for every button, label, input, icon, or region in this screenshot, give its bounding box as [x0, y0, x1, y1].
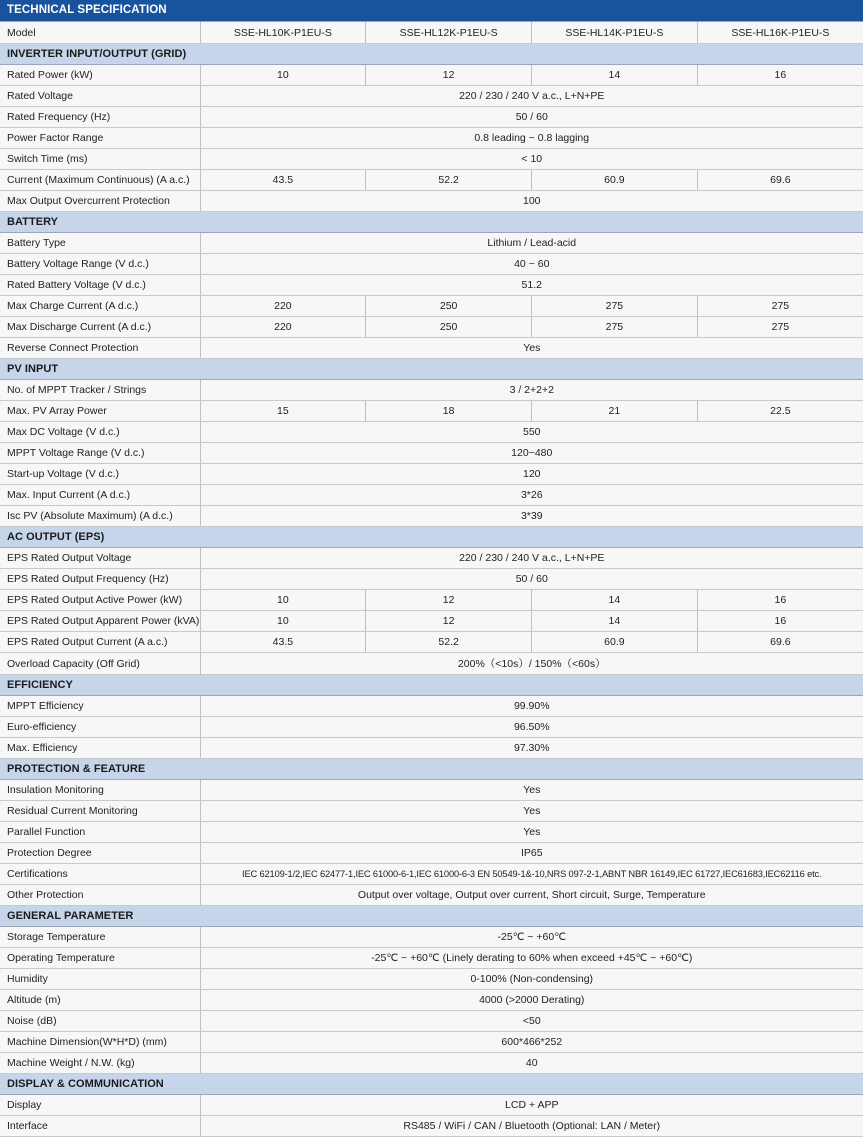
table-row — [0, 254, 863, 275]
spec-value: 40 — [200, 1053, 863, 1074]
table-row — [0, 1011, 863, 1032]
table-row — [0, 296, 863, 317]
table-row — [0, 338, 863, 359]
table-row — [0, 380, 863, 401]
table-row — [0, 485, 863, 506]
spec-label: Humidity — [0, 969, 200, 990]
table-row — [0, 1095, 863, 1116]
spec-value: 120~480 — [200, 443, 863, 464]
spec-value: 275 — [697, 317, 863, 338]
table-row — [0, 401, 863, 422]
spec-value: <50 — [200, 1011, 863, 1032]
model-name-cell: SSE-HL16K-P1EU-S — [697, 22, 863, 44]
spec-value: 52.2 — [366, 170, 532, 191]
table-row — [0, 801, 863, 822]
section-header-label: EFFICIENCY — [0, 675, 863, 696]
section-header-row — [0, 359, 863, 380]
spec-value: 52.2 — [366, 632, 532, 653]
page-title: TECHNICAL SPECIFICATION — [0, 0, 863, 22]
spec-value: LCD + APP — [200, 1095, 863, 1116]
table-row — [0, 1116, 863, 1137]
table-row — [0, 464, 863, 485]
spec-value: IEC 62109-1/2,IEC 62477-1,IEC 61000-6-1,IEC 61000-6-3 EN 50549-1&-10,NRS 097-2-1,ABNT NBR 16149,IEC 61727,IEC61683,IEC62116 etc. — [200, 864, 863, 885]
spec-label: EPS Rated Output Voltage — [0, 548, 200, 569]
spec-value: Yes — [200, 780, 863, 801]
spec-label: Operating Temperature — [0, 948, 200, 969]
section-header-row — [0, 906, 863, 927]
spec-label: Rated Power (kW) — [0, 65, 200, 86]
spec-value: Yes — [200, 338, 863, 359]
spec-value: 0-100% (Non-condensing) — [200, 969, 863, 990]
table-row — [0, 170, 863, 191]
spec-label: Storage Temperature — [0, 927, 200, 948]
section-header-row — [0, 527, 863, 548]
section-header-row — [0, 759, 863, 780]
spec-label: EPS Rated Output Frequency (Hz) — [0, 569, 200, 590]
spec-value: 69.6 — [697, 170, 863, 191]
table-row — [0, 275, 863, 296]
spec-value: 275 — [532, 317, 698, 338]
spec-value: 220 — [200, 296, 366, 317]
table-row — [0, 611, 863, 632]
table-row — [0, 569, 863, 590]
table-row — [0, 149, 863, 170]
table-row — [0, 843, 863, 864]
spec-value: 69.6 — [697, 632, 863, 653]
table-title-row — [0, 0, 863, 22]
table-row — [0, 107, 863, 128]
spec-value: Yes — [200, 822, 863, 843]
table-row — [0, 990, 863, 1011]
spec-value: 250 — [366, 296, 532, 317]
section-header-row — [0, 44, 863, 65]
spec-value: 21 — [532, 401, 698, 422]
spec-value: -25℃ ~ +60℃ (Linely derating to 60% when exceed +45℃ ~ +60℃) — [200, 948, 863, 969]
spec-label: EPS Rated Output Active Power (kW) — [0, 590, 200, 611]
spec-value: 43.5 — [200, 632, 366, 653]
spec-value: 550 — [200, 422, 863, 443]
section-header-label: AC OUTPUT (EPS) — [0, 527, 863, 548]
spec-label: Max DC Voltage (V d.c.) — [0, 422, 200, 443]
table-row — [0, 65, 863, 86]
spec-value: 3*26 — [200, 485, 863, 506]
spec-label: Other Protection — [0, 885, 200, 906]
spec-label: Protection Degree — [0, 843, 200, 864]
table-row — [0, 443, 863, 464]
spec-value: RS485 / WiFi / CAN / Bluetooth (Optional: LAN / Meter) — [200, 1116, 863, 1137]
table-row — [0, 506, 863, 527]
table-row — [0, 632, 863, 653]
section-header-label: PV INPUT — [0, 359, 863, 380]
table-row — [0, 969, 863, 990]
table-row — [0, 422, 863, 443]
spec-value: 40 ~ 60 — [200, 254, 863, 275]
spec-value: 100 — [200, 191, 863, 212]
spec-value: Lithium / Lead-acid — [200, 233, 863, 254]
table-row — [0, 1032, 863, 1053]
spec-label: Display — [0, 1095, 200, 1116]
section-header-row — [0, 1074, 863, 1095]
model-name-cell: SSE-HL12K-P1EU-S — [366, 22, 532, 44]
table-row — [0, 548, 863, 569]
section-header-row — [0, 675, 863, 696]
spec-label: No. of MPPT Tracker / Strings — [0, 380, 200, 401]
spec-label: Power Factor Range — [0, 128, 200, 149]
spec-value: 12 — [366, 65, 532, 86]
spec-label: Max Output Overcurrent Protection — [0, 191, 200, 212]
spec-label: Start-up Voltage (V d.c.) — [0, 464, 200, 485]
spec-label: Euro-efficiency — [0, 717, 200, 738]
section-header-label: DISPLAY & COMMUNICATION — [0, 1074, 863, 1095]
spec-label: Max. Efficiency — [0, 738, 200, 759]
spec-value: 14 — [532, 65, 698, 86]
spec-value: 3 / 2+2+2 — [200, 380, 863, 401]
spec-value: 120 — [200, 464, 863, 485]
spec-value: 43.5 — [200, 170, 366, 191]
table-row — [0, 822, 863, 843]
spec-label: Max. PV Array Power — [0, 401, 200, 422]
spec-label: Max. Input Current (A d.c.) — [0, 485, 200, 506]
model-name-cell: SSE-HL14K-P1EU-S — [532, 22, 698, 44]
spec-value: 220 — [200, 317, 366, 338]
table-row — [0, 696, 863, 717]
table-row — [0, 885, 863, 906]
spec-value: 220 / 230 / 240 V a.c., L+N+PE — [200, 86, 863, 107]
spec-label: Max Charge Current (A d.c.) — [0, 296, 200, 317]
spec-label: Overload Capacity (Off Grid) — [0, 653, 200, 675]
table-row — [0, 653, 863, 675]
model-name-cell: SSE-HL10K-P1EU-S — [200, 22, 366, 44]
table-row — [0, 738, 863, 759]
spec-value: 60.9 — [532, 632, 698, 653]
spec-label: Machine Dimension(W*H*D) (mm) — [0, 1032, 200, 1053]
table-row — [0, 864, 863, 885]
spec-label: Current (Maximum Continuous) (A a.c.) — [0, 170, 200, 191]
spec-value: 16 — [697, 65, 863, 86]
model-row-label: Model — [0, 22, 200, 44]
spec-value: 12 — [366, 611, 532, 632]
spec-value: 18 — [366, 401, 532, 422]
spec-label: Insulation Monitoring — [0, 780, 200, 801]
table-row — [0, 317, 863, 338]
section-header-label: PROTECTION & FEATURE — [0, 759, 863, 780]
spec-label: Battery Type — [0, 233, 200, 254]
model-row — [0, 22, 863, 44]
spec-value: 97.30% — [200, 738, 863, 759]
spec-label: Machine Weight / N.W. (kg) — [0, 1053, 200, 1074]
spec-value: 200%（<10s）/ 150%（<60s） — [200, 653, 863, 675]
spec-value: 10 — [200, 590, 366, 611]
spec-value: 22.5 — [697, 401, 863, 422]
spec-value: < 10 — [200, 149, 863, 170]
spec-label: Noise (dB) — [0, 1011, 200, 1032]
spec-value: 14 — [532, 590, 698, 611]
spec-value: 99.90% — [200, 696, 863, 717]
spec-label: Rated Frequency (Hz) — [0, 107, 200, 128]
spec-value: -25℃ ~ +60℃ — [200, 927, 863, 948]
table-row — [0, 191, 863, 212]
spec-label: Reverse Connect Protection — [0, 338, 200, 359]
spec-value: 96.50% — [200, 717, 863, 738]
spec-label: Rated Voltage — [0, 86, 200, 107]
spec-value: Yes — [200, 801, 863, 822]
spec-value: 3*39 — [200, 506, 863, 527]
spec-value: 12 — [366, 590, 532, 611]
spec-value: 250 — [366, 317, 532, 338]
spec-value: 10 — [200, 65, 366, 86]
table-row — [0, 590, 863, 611]
spec-label: Switch Time (ms) — [0, 149, 200, 170]
spec-value: 60.9 — [532, 170, 698, 191]
spec-label: Isc PV (Absolute Maximum) (A d.c.) — [0, 506, 200, 527]
spec-value: 600*466*252 — [200, 1032, 863, 1053]
spec-value: 4000 (>2000 Derating) — [200, 990, 863, 1011]
spec-value: 50 / 60 — [200, 569, 863, 590]
spec-value: 15 — [200, 401, 366, 422]
section-header-label: INVERTER INPUT/OUTPUT (GRID) — [0, 44, 863, 65]
table-row — [0, 927, 863, 948]
spec-label: MPPT Efficiency — [0, 696, 200, 717]
table-row — [0, 86, 863, 107]
spec-value: 51.2 — [200, 275, 863, 296]
spec-label: EPS Rated Output Current (A a.c.) — [0, 632, 200, 653]
table-row — [0, 1053, 863, 1074]
table-row — [0, 948, 863, 969]
section-header-label: GENERAL PARAMETER — [0, 906, 863, 927]
spec-value: 10 — [200, 611, 366, 632]
spec-value: Output over voltage, Output over current, Short circuit, Surge, Temperature — [200, 885, 863, 906]
spec-label: Certifications — [0, 864, 200, 885]
table-row — [0, 780, 863, 801]
spec-value: 16 — [697, 590, 863, 611]
spec-label: EPS Rated Output Apparent Power (kVA) — [0, 611, 200, 632]
spec-value: 275 — [697, 296, 863, 317]
table-row — [0, 128, 863, 149]
spec-label: Interface — [0, 1116, 200, 1137]
spec-label: Max Discharge Current (A d.c.) — [0, 317, 200, 338]
spec-label: Altitude (m) — [0, 990, 200, 1011]
spec-label: Residual Current Monitoring — [0, 801, 200, 822]
spec-value: 0.8 leading ~ 0.8 lagging — [200, 128, 863, 149]
spec-value: 50 / 60 — [200, 107, 863, 128]
table-row — [0, 717, 863, 738]
spec-value: 275 — [532, 296, 698, 317]
section-header-label: BATTERY — [0, 212, 863, 233]
spec-label: Rated Battery Voltage (V d.c.) — [0, 275, 200, 296]
spec-value: 14 — [532, 611, 698, 632]
spec-value: IP65 — [200, 843, 863, 864]
section-header-row — [0, 212, 863, 233]
spec-label: MPPT Voltage Range (V d.c.) — [0, 443, 200, 464]
spec-label: Battery Voltage Range (V d.c.) — [0, 254, 200, 275]
spec-label: Parallel Function — [0, 822, 200, 843]
spec-value: 16 — [697, 611, 863, 632]
table-row — [0, 233, 863, 254]
spec-value: 220 / 230 / 240 V a.c., L+N+PE — [200, 548, 863, 569]
